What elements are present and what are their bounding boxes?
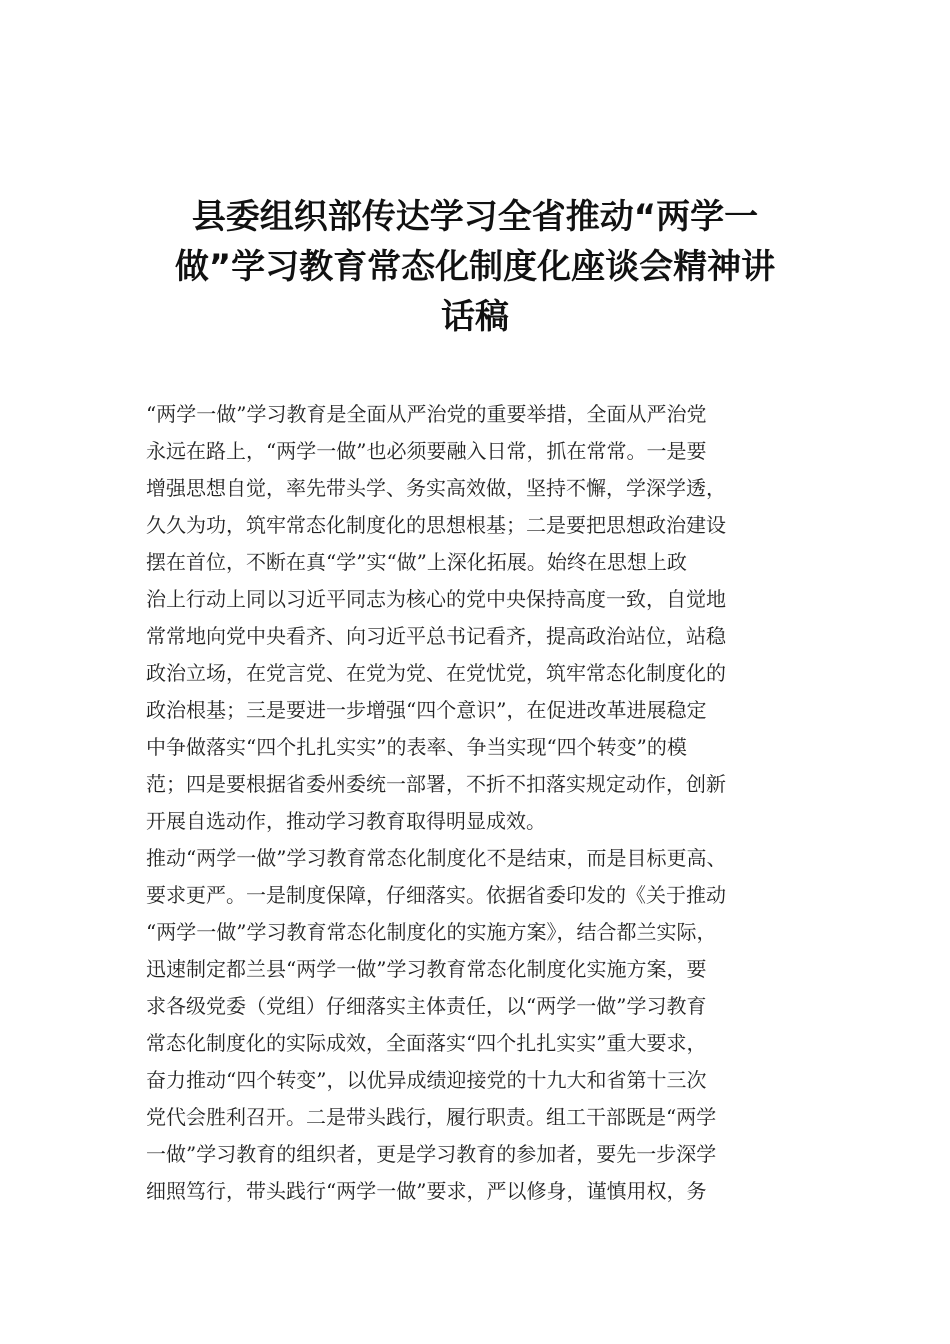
body-line: 增强思想自觉，率先带头学、务实高效做，坚持不懈，学深学透，	[146, 476, 726, 500]
body-line: 开展自选动作，推动学习教育取得明显成效。	[146, 809, 546, 833]
body-line: 一做”学习教育的组织者，更是学习教育的参加者，要先一步深学	[146, 1142, 717, 1166]
body-line: 治上行动上同以习近平同志为核心的党中央保持高度一致，自觉地	[146, 587, 726, 611]
body-line: 中争做落实“四个扎扎实实”的表率、争当实现“四个转变”的模	[146, 735, 687, 759]
title-line: 做”学习教育常态化制度化座谈会精神讲	[174, 247, 776, 287]
body-line: 摆在首位，不断在真“学”实“做”上深化拓展。始终在思想上政	[146, 550, 687, 574]
body-line: 奋力推动“四个转变”，以优异成绩迎接党的十九大和省第十三次	[146, 1068, 707, 1092]
body-line: 政治立场，在党言党、在党为党、在党忧党，筑牢常态化制度化的	[146, 661, 726, 685]
body-line: 久久为功，筑牢常态化制度化的思想根基；二是要把思想政治建设	[146, 513, 726, 537]
document-body	[146, 396, 816, 1210]
body-line: “两学一做”学习教育常态化制度化的实施方案》，结合都兰实际，	[146, 920, 717, 944]
title-line: 县委组织部传达学习全省推动“两学一	[191, 197, 759, 237]
body-line: 永远在路上，“两学一做”也必须要融入日常，抓在常常。一是要	[146, 439, 707, 463]
body-line: 范；四是要根据省委州委统一部署，不折不扣落实规定动作，创新	[146, 772, 726, 796]
body-line: 迅速制定都兰县“两学一做”学习教育常态化制度化实施方案，要	[146, 957, 707, 981]
body-line: 常常地向党中央看齐、向习近平总书记看齐，提高政治站位，站稳	[146, 624, 726, 648]
title-line: 话稿	[441, 297, 509, 337]
body-line: 细照笃行，带头践行“两学一做”要求，严以修身，谨慎用权，务	[146, 1179, 707, 1203]
body-line: 推动“两学一做”学习教育常态化制度化不是结束，而是目标更高、	[146, 846, 727, 870]
body-line: 求各级党委（党组）仔细落实主体责任，以“两学一做”学习教育	[146, 994, 707, 1018]
body-line: 常态化制度化的实际成效，全面落实“四个扎扎实实”重大要求，	[146, 1031, 707, 1055]
document-title	[120, 192, 830, 342]
body-line: 要求更严。一是制度保障，仔细落实。依据省委印发的《关于推动	[146, 883, 726, 907]
body-line: 党代会胜利召开。二是带头践行，履行职责。组工干部既是“两学	[146, 1105, 717, 1129]
body-line: “两学一做”学习教育是全面从严治党的重要举措，全面从严治党	[146, 402, 707, 426]
body-line: 政治根基；三是要进一步增强“四个意识”，在促进改革进展稳定	[146, 698, 707, 722]
